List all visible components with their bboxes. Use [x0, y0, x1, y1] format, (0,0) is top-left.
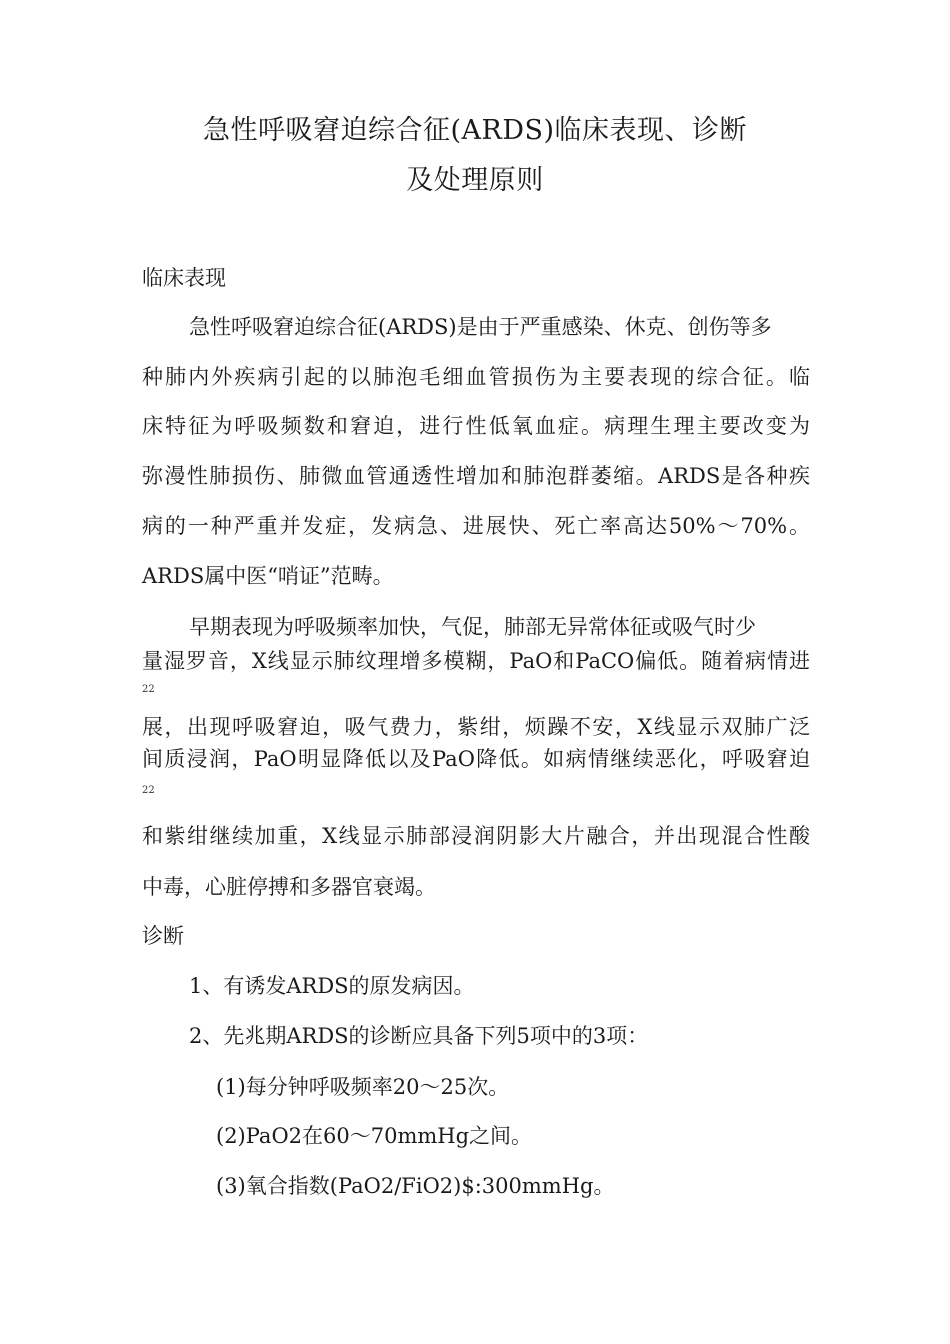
section-heading: 临床表现	[142, 266, 226, 290]
subscript-residue: 22	[142, 785, 155, 796]
section-heading: 诊断	[142, 924, 184, 948]
paragraph-line: 急性呼吸窘迫综合征(ARDS)是由于严重感染、休克、创伤等多	[189, 315, 772, 339]
paragraph-line: 量湿罗音，X线显示肺纹理增多模糊，PaO和PaCO偏低。随着病情进	[142, 649, 810, 673]
paragraph-line: 床特征为呼吸频数和窘迫，进行性低氧血症。病理生理主要改变为	[142, 414, 810, 438]
paragraph-line: 种肺内外疾病引起的以肺泡毛细血管损伤为主要表现的综合征。临	[142, 365, 810, 389]
paragraph-line: ARDS属中医“哨证”范畴。	[142, 564, 394, 588]
paragraph-line: 和紫绀继续加重，X线显示肺部浸润阴影大片融合，并出现混合性酸	[142, 824, 810, 848]
sub-list-item: (3)氧合指数(PaO2/FiO2)$:300mmHg。	[216, 1174, 615, 1198]
subscript-residue: 22	[142, 684, 155, 695]
list-item: 2、先兆期ARDS的诊断应具备下列5项中的3项：	[189, 1024, 649, 1048]
list-item: 1、有诱发ARDS的原发病因。	[189, 974, 475, 998]
sub-list-item: (2)PaO2在60〜70mmHg之间。	[216, 1124, 533, 1148]
sub-list-item: (1)每分钟呼吸频率20〜25次。	[216, 1075, 510, 1099]
title-line-1: 急性呼吸窘迫综合征(ARDS)临床表现、诊断	[202, 115, 748, 146]
paragraph-line: 弥漫性肺损伤、肺微血管通透性增加和肺泡群萎缩。ARDS是各种疾	[142, 464, 810, 488]
paragraph-line: 中毒，心脏停搏和多器官衰竭。	[142, 875, 436, 899]
paragraph-line: 病的一种严重并发症，发病急、进展快、死亡率高达50%〜70%。	[142, 514, 810, 538]
title-line-2: 及处理原则	[406, 165, 544, 196]
paragraph-line: 早期表现为呼吸频率加快，气促，肺部无异常体征或吸气时少	[189, 615, 756, 639]
paragraph-line: 展，出现呼吸窘迫，吸气费力，紫绀，烦躁不安，X线显示双肺广泛	[142, 715, 810, 739]
paragraph-line: 间质浸润，PaO明显降低以及PaO降低。如病情继续恶化，呼吸窘迫	[142, 747, 810, 771]
